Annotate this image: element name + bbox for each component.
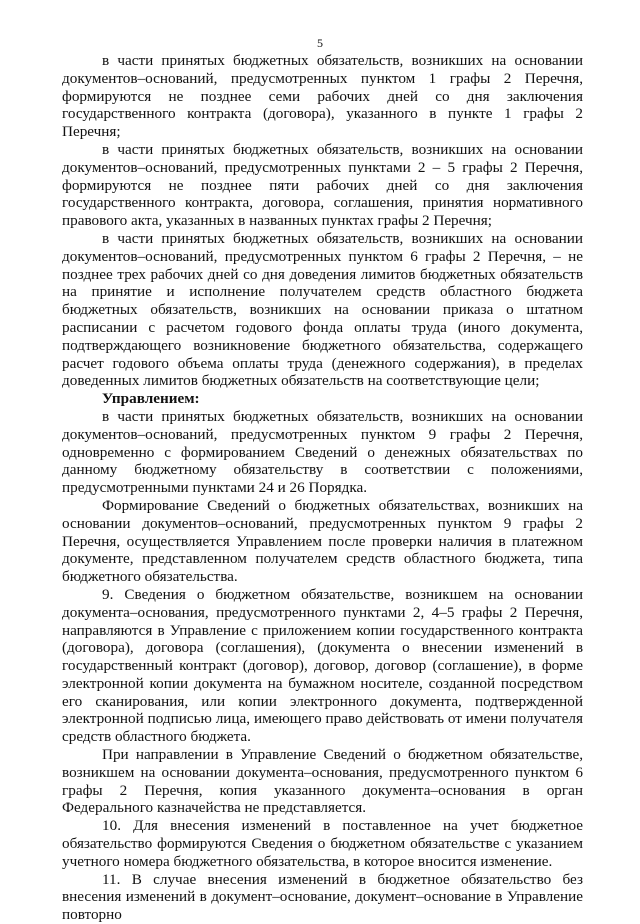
page-number: 5 (317, 36, 323, 50)
paragraph: 9. Сведения о бюджетном обязательстве, возникшем на основании документа–основания, предусмотренного пунктами 2, 4–5 графы 2 Перечня, направляются в Управление с приложением копии государственного контракта (договора), договора (соглашения), (документа о внесении изменений в государственный контракт (договор), договор, договор (соглашение), в форме электронной копии документа на бумажном носителе, созданной посредством его сканирования, или копии электронного документа, подтвержденной электронной подписью лица, имеющего право действовать от имени получателя средств областного бюджета. (62, 585, 583, 746)
paragraph: в части принятых бюджетных обязательств, возникших на основании документов–оснований, предусмотренных пунктом 1 графы 2 Перечня, формируются не позднее семи рабочих дней со дня заключения государственного контракта (договора), указанного в пункте 1 графы 2 Перечня; (62, 52, 583, 141)
paragraph: в части принятых бюджетных обязательств, возникших на основании документов–оснований, предусмотренных пунктами 2 – 5 графы 2 Перечня, формируются не позднее пяти рабочих дней со дня заключения государственного контракта, договора, соглашения, принятия нормативного правового акта, указанных в названных пунктах графы 2 Перечня; (62, 140, 583, 230)
paragraph: в части принятых бюджетных обязательств, возникших на основании документов–оснований, предусмотренных пунктом 9 графы 2 Перечня, одновременно с формированием Сведений о денежных обязательствах по данному бюджетному обязательству в соответствии с положениями, предусмотренными пунктами 24 и 26 Порядка. (62, 407, 583, 497)
document-body (62, 52, 583, 924)
paragraph: 11. В случае внесения изменений в бюджетное обязательство без внесения изменений в документ–основание, документ–основание в Управление повторно (62, 870, 583, 924)
paragraph: в части принятых бюджетных обязательств, возникших на основании документов–оснований, предусмотренных пунктом 6 графы 2 Перечня, – не позднее трех рабочих дней со дня доведения лимитов бюджетных обязательств на принятие и исполнение получателем средств областного бюджета бюджетных обязательств, возникших на основании приказа о штатном расписании с расчетом годового фонда оплаты труда (иного документа, подтверждающего возникновение бюджетного обязательства, содержащего расчет годового объема оплаты труда (денежного содержания), в пределах доведенных лимитов бюджетных обязательств на соответствующие цели; (62, 229, 583, 390)
paragraph: 10. Для внесения изменений в поставленное на учет бюджетное обязательство формируются Сведения о бюджетном обязательстве с указанием учетного номера бюджетного обязательства, в которое вносится изменение. (62, 817, 583, 870)
paragraph: При направлении в Управление Сведений о бюджетном обязательстве, возникшем на основании документа–основания, предусмотренного пунктом 6 графы 2 Перечня, копия указанного документа–основания в орган Федерального казначейства не представляется. (62, 746, 583, 817)
section-heading: Управлением: (102, 390, 200, 408)
paragraph: Формирование Сведений о бюджетных обязательствах, возникших на основании документов–оснований, предусмотренных пунктом 9 графы 2 Перечня, осуществляется Управлением после проверки наличия в платежном документе, представленном получателем средств областного бюджета, типа бюджетного обязательства. (62, 496, 583, 586)
